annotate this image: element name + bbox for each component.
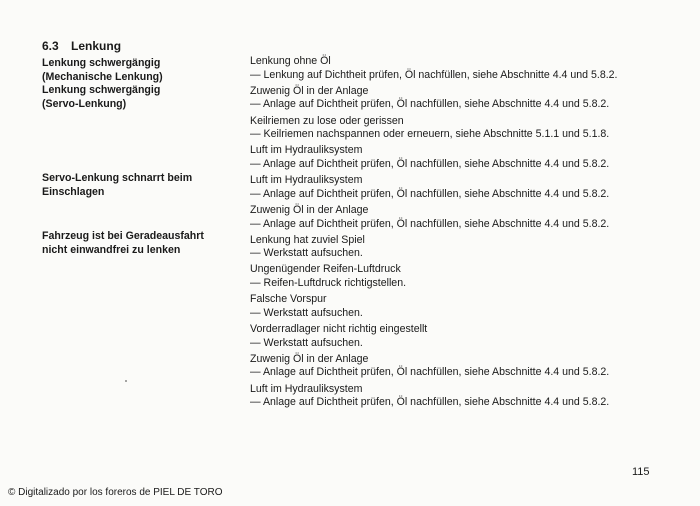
- page-number: 115: [632, 466, 650, 478]
- section-title: Lenkung: [71, 39, 122, 53]
- remedy-action: — Keilriemen nachspannen oder erneuern, siehe Abschnitte 5.1.1 und 5.1.8.: [250, 128, 610, 141]
- remedy-action: — Anlage auf Dichtheit prüfen, Öl nachfüllen, siehe Abschnitte 4.4 und 5.8.2.: [250, 98, 610, 111]
- remedy-cause: Luft im Hydrauliksystem: [250, 144, 363, 157]
- remedy-cause: Zuwenig Öl in der Anlage: [250, 352, 369, 365]
- problem-line: Lenkung schwergängig: [42, 84, 161, 96]
- problem-mechanical-steering: [42, 57, 163, 84]
- problem-line: (Servo-Lenkung): [42, 97, 127, 110]
- remedy-action: — Anlage auf Dichtheit prüfen, Öl nachfüllen, siehe Abschnitte 4.4 und 5.8.2.: [250, 366, 610, 379]
- problem-line: Fahrzeug ist bei Geradeausfahrt: [42, 230, 204, 242]
- remedy-cause: Zuwenig Öl in der Anlage: [250, 203, 369, 216]
- remedy-action: — Anlage auf Dichtheit prüfen, Öl nachfüllen, siehe Abschnitte 4.4 und 5.8.2.: [250, 396, 610, 409]
- remedy-entry: [250, 115, 690, 142]
- remedy-cause: Falsche Vorspur: [250, 293, 327, 306]
- remedy-entry: [250, 263, 690, 290]
- problem-servo-rattle: [42, 172, 192, 199]
- remedy-cause: Ungenügender Reifen-Luftdruck: [250, 263, 401, 276]
- problem-line: nicht einwandfrei zu lenken: [42, 243, 181, 256]
- remedy-entry: [250, 323, 690, 350]
- problem-line: Servo-Lenkung schnarrt beim: [42, 172, 193, 184]
- remedy-action: — Lenkung auf Dichtheit prüfen, Öl nachfüllen, siehe Abschnitte 4.4 und 5.8.2.: [250, 68, 618, 81]
- remedy-entry: [250, 234, 690, 261]
- remedy-cause: Lenkung hat zuviel Spiel: [250, 233, 365, 246]
- problem-line: Lenkung schwergängig: [42, 57, 161, 69]
- remedy-action: — Anlage auf Dichtheit prüfen, Öl nachfüllen, siehe Abschnitte 4.4 und 5.8.2.: [250, 187, 610, 200]
- speck-mark: [125, 380, 127, 382]
- remedy-action: — Anlage auf Dichtheit prüfen, Öl nachfüllen, siehe Abschnitte 4.4 und 5.8.2.: [250, 157, 610, 170]
- remedy-entry: [250, 55, 690, 82]
- footer-credit: © Digitalizado por los foreros de PIEL DE TORO: [8, 487, 223, 498]
- remedy-entry: [250, 174, 690, 201]
- remedy-entry: [250, 353, 690, 380]
- remedy-cause: Keilriemen zu lose oder gerissen: [250, 114, 404, 127]
- section-heading: [42, 39, 121, 53]
- remedy-action: — Werkstatt aufsuchen.: [250, 306, 363, 319]
- remedy-cause: Luft im Hydrauliksystem: [250, 174, 363, 187]
- section-number: 6.3: [42, 39, 59, 53]
- remedy-entry: [250, 85, 690, 112]
- remedy-cause: Vorderradlager nicht richtig eingestellt: [250, 323, 428, 336]
- problem-line: Einschlagen: [42, 185, 105, 198]
- problem-line: (Mechanische Lenkung): [42, 70, 163, 83]
- remedy-action: — Werkstatt aufsuchen.: [250, 336, 363, 349]
- remedy-cause: Lenkung ohne Öl: [250, 55, 331, 67]
- remedy-entry: [250, 144, 690, 171]
- remedy-entry: [250, 383, 690, 410]
- remedy-cause: Zuwenig Öl in der Anlage: [250, 84, 369, 97]
- problem-servo-steering: [42, 84, 160, 111]
- remedies-column: [250, 55, 690, 412]
- remedy-action: — Reifen-Luftdruck richtigstellen.: [250, 277, 407, 290]
- remedy-cause: Luft im Hydrauliksystem: [250, 382, 363, 395]
- remedy-action: — Werkstatt aufsuchen.: [250, 247, 363, 260]
- remedy-entry: [250, 204, 690, 231]
- remedy-entry: [250, 293, 690, 320]
- remedy-action: — Anlage auf Dichtheit prüfen, Öl nachfüllen, siehe Abschnitte 4.4 und 5.8.2.: [250, 217, 610, 230]
- problem-straight-driving: [42, 230, 204, 257]
